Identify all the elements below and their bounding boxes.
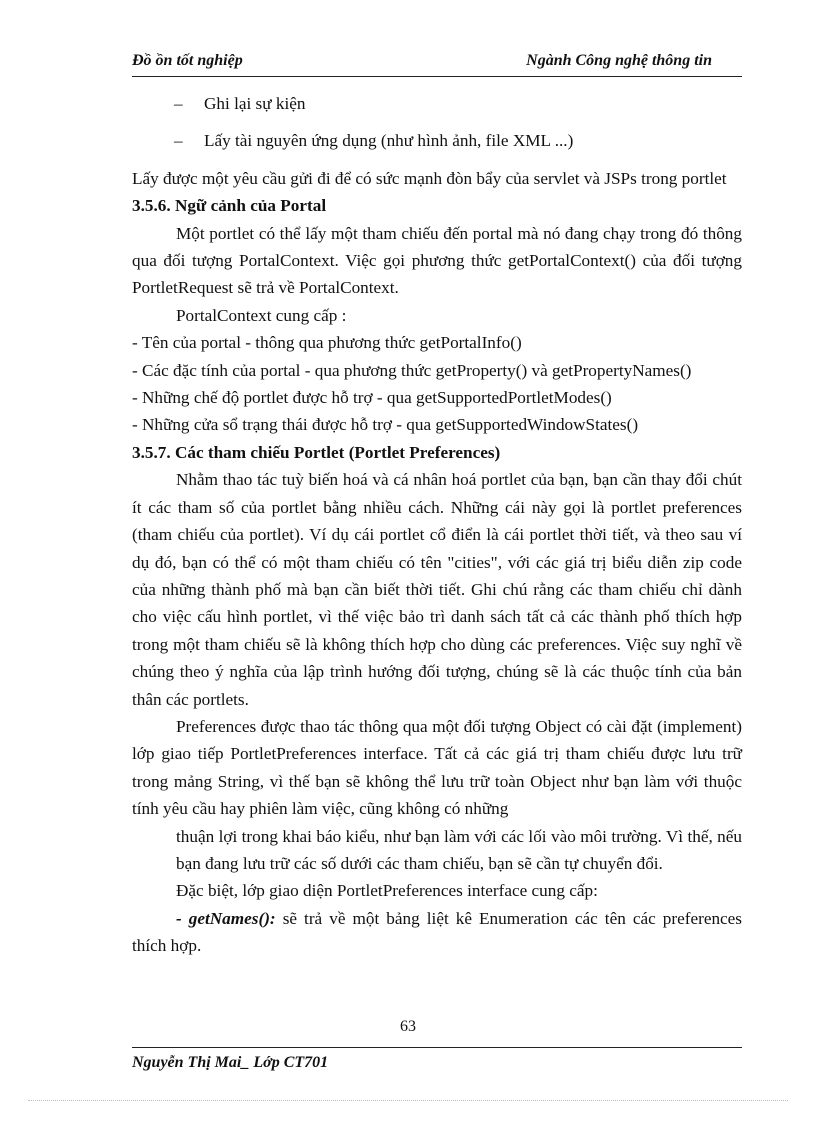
method-paragraph [132, 905, 742, 960]
dash-item-2: – Lấy tài nguyên ứng dụng (như hình ảnh, file XML ...) [174, 131, 574, 151]
dash-item-text: Lấy tài nguyên ứng dụng (như hình ảnh, file XML ...) [204, 131, 574, 151]
dash-item-text: Ghi lại sự kiện [204, 94, 306, 113]
paragraph: Preferences được thao tác thông qua một đối tượng Object có cài đặt (implement) lớp giao tiếp PortletPreferences interface. Tất cả các giá trị tham chiếu được lưu trữ trong mảng String, vì thế bạn sẽ không thể lưu trữ toàn Object như bạn làm với thuộc tính yêu cầu hay phiên làm việc, cũng không có những [132, 716, 742, 819]
method-name: - getNames(): [176, 908, 276, 928]
footer-rule [132, 1047, 742, 1048]
method-description: sẽ trả về một bảng liệt kê Enumeration các tên các preferences thích hợp. [132, 908, 742, 956]
page-body [132, 90, 742, 960]
list-item: - Những chế độ portlet được hỗ trợ - qua getSupportedPortletModes() [132, 388, 612, 408]
paragraph: PortalContext cung cấp : [176, 305, 347, 325]
paragraph: Đặc biệt, lớp giao diện PortletPreferences interface cung cấp: [176, 881, 598, 901]
paragraph: Một portlet có thể lấy một tham chiếu đến portal mà nó đang chạy trong đó thông qua đối tượng PortalContext. Việc gọi phương thức getPortalContext() của đối tượng PortletRequest sẽ trả về PortalContext. [132, 223, 742, 298]
section-heading: 3.5.7. Các tham chiếu Portlet (Portlet Preferences) [132, 442, 501, 462]
paragraph: Nhằm thao tác tuỳ biến hoá và cá nhân hoá portlet của bạn, bạn cần thay đổi chút ít các tham số của portlet bằng nhiều cách. Những cái này gọi là portlet preferences (tham chiếu của portlet). Ví dụ cái portlet cổ điển là cái portlet thời tiết, và theo sau ví dụ đó, bạn có thể có một tham chiếu có tên "cities", với các giá trị biểu diễn zip code của những thành phố mà bạn cần biết thời tiết. Ghi chú rằng các tham chiếu chỉ dành cho việc cấu hình portlet, vì thế việc bảo trì danh sách tất cả các thành phố thích hợp trong một tham chiếu sẽ là không thích hợp cho dùng các preferences. Việc suy nghĩ về chúng theo ý nghĩa của lập trình hướng đối tượng, chúng sẽ là các thuộc tính của bản thân các portlets. [132, 470, 742, 709]
section-heading: 3.5.6. Ngữ cảnh của Portal [132, 196, 327, 216]
page-footer: Nguyễn Thị Mai_ Lớp CT701 [132, 1054, 329, 1071]
header-right: Ngành Công nghệ thông tin [526, 52, 712, 69]
list-item: - Tên của portal - thông qua phương thức getPortalInfo() [132, 333, 522, 353]
header-left: Đồ ồn tốt nghiệp [132, 52, 243, 69]
dash-item-1: – Ghi lại sự kiện [174, 94, 306, 113]
paragraph: Lấy được một yêu cầu gửi đi để có sức mạnh đòn bẩy của servlet và JSPs trong portlet [132, 168, 727, 188]
list-item: - Các đặc tính của portal - qua phương thức getProperty() và getPropertyNames() [132, 360, 692, 380]
page-number: 63 [400, 1018, 416, 1035]
page-header [132, 50, 742, 76]
list-item: - Những cửa sổ trạng thái được hỗ trợ - qua getSupportedWindowStates() [132, 415, 639, 435]
header-rule [132, 76, 742, 77]
page-edge-dotted-line [28, 1100, 788, 1101]
paragraph: thuận lợi trong khai báo kiểu, như bạn làm với các lối vào môi trường. Vì thế, nếu bạn đang lưu trữ các số dưới các tham chiếu, bạn sẽ cần tự chuyển đổi. [176, 826, 742, 873]
